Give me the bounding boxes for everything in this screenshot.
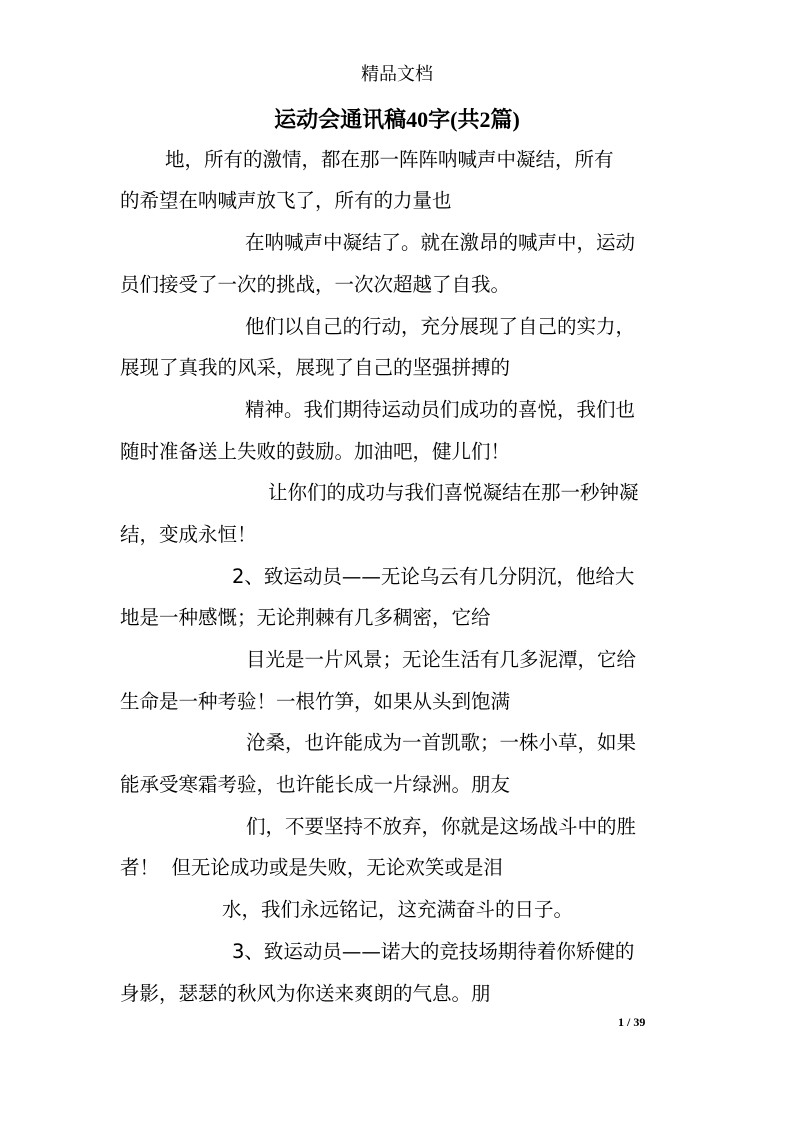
body-line: 地是一种感慨；无论荆棘有几多稠密，它给 <box>120 606 491 629</box>
body-line: 随时准备送上失败的鼓励。加油吧，健儿们！ <box>120 440 511 463</box>
body-line: 能承受寒霜考验，也许能长成一片绿洲。朋友 <box>120 773 511 796</box>
body-line: 目光是一片风景；无论生活有几多泥潭，它给 <box>246 648 637 671</box>
body-line: 身影，瑟瑟的秋风为你送来爽朗的气息。朋 <box>120 982 491 1005</box>
body-line: 结，变成永恒！ <box>120 523 257 546</box>
body-line: 3、致运动员——诺大的竞技场期待着你矫健的 <box>232 940 635 963</box>
body-line: 地，所有的激情，都在那一阵阵呐喊声中凝结，所有 <box>165 148 614 171</box>
document-title: 运动会通讯稿40字(共2篇) <box>274 107 520 132</box>
body-line: 让你们的成功与我们喜悦凝结在那一秒钟凝 <box>268 481 639 504</box>
page-number: 1 / 39 <box>618 1015 646 1029</box>
body-line: 者！ 但无论成功或是失败，无论欢笑或是泪 <box>120 856 503 879</box>
body-line: 在呐喊声中凝结了。就在激昂的喊声中，运动 <box>245 231 636 254</box>
body-line: 员们接受了一次的挑战，一次次超越了自我。 <box>120 273 511 296</box>
body-line: 2、致运动员——无论乌云有几分阴沉，他给大 <box>232 565 635 588</box>
body-line: 水，我们永远铭记，这充满奋斗的日子。 <box>222 898 574 921</box>
body-line: 生命是一种考验！一根竹笋，如果从头到饱满 <box>120 690 511 713</box>
body-line: 他们以自己的行动，充分展现了自己的实力， <box>245 315 636 338</box>
body-line: 沧桑，也许能成为一首凯歌；一株小草，如果 <box>246 731 637 754</box>
page-header: 精品文档 <box>361 64 433 85</box>
body-line: 们，不要坚持不放弃，你就是这场战斗中的胜 <box>246 815 637 838</box>
body-line: 精神。我们期待运动员们成功的喜悦，我们也 <box>245 398 636 421</box>
body-line: 展现了真我的风采，展现了自己的坚强拼搏的 <box>120 356 511 379</box>
body-line: 的希望在呐喊声放飞了，所有的力量也 <box>120 189 452 212</box>
